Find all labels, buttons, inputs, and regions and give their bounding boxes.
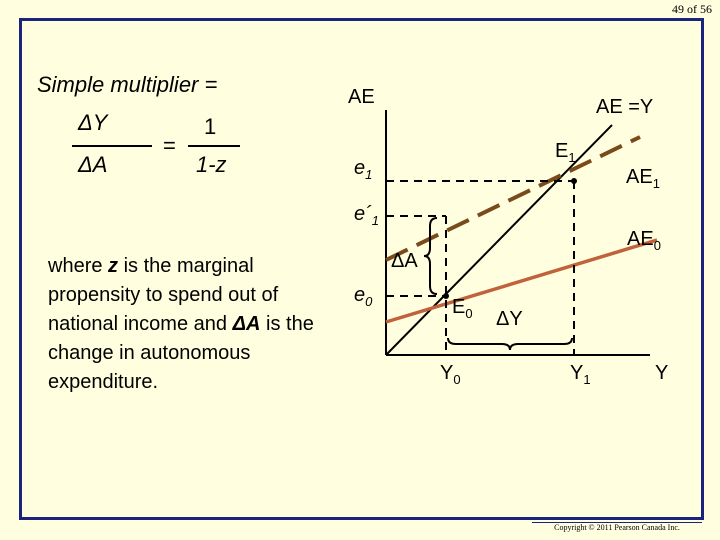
delta-y-brace — [448, 338, 572, 350]
delta-y-label: ΔY — [496, 308, 523, 330]
denominator-delta-a: ΔA — [78, 152, 108, 177]
z-symbol: z — [108, 255, 119, 277]
delta-a-label: ΔA — [391, 250, 418, 272]
explanation-prefix: where — [48, 255, 109, 277]
equals-sign: = — [163, 133, 176, 158]
e0-label: $e_0$ — [354, 284, 373, 309]
numerator-delta-y: ΔY — [78, 110, 108, 135]
delta-a-brace — [424, 218, 437, 294]
E1-label: $E_1$ — [555, 140, 576, 165]
e0-point — [443, 293, 449, 299]
explanation-suffix: is the change in autonomous expenditure. — [48, 313, 314, 393]
Y0-label: $Y_0$ — [440, 362, 461, 387]
e1-label: $e_1$ — [354, 157, 373, 182]
page-number: 49 of 56 — [672, 2, 712, 16]
E0-label: $E_0$ — [452, 296, 473, 321]
delta-a-symbol: ΔA — [232, 313, 261, 335]
ae1-label: $AE_1$ — [626, 166, 660, 191]
copyright-notice: Copyright © 2011 Pearson Canada Inc. — [532, 522, 702, 532]
multiplier-title: Simple multiplier = — [37, 72, 218, 97]
explanation-mid: is the marginal propensity to spend out of national income and — [48, 255, 279, 335]
y-axis-label: AE — [348, 86, 375, 108]
e1-prime-label: $e´_1$ — [354, 203, 380, 228]
Y1-label: $Y_1$ — [570, 362, 591, 387]
line-45-label: AE =Y — [596, 96, 654, 118]
ae1-line — [386, 137, 640, 260]
numerator-one: 1 — [204, 114, 217, 139]
ae0-label: $AE_0$ — [627, 228, 661, 253]
denominator-one-minus-z: 1-z — [196, 152, 227, 177]
x-axis-label: Y — [655, 362, 669, 384]
e1-point — [571, 178, 577, 184]
